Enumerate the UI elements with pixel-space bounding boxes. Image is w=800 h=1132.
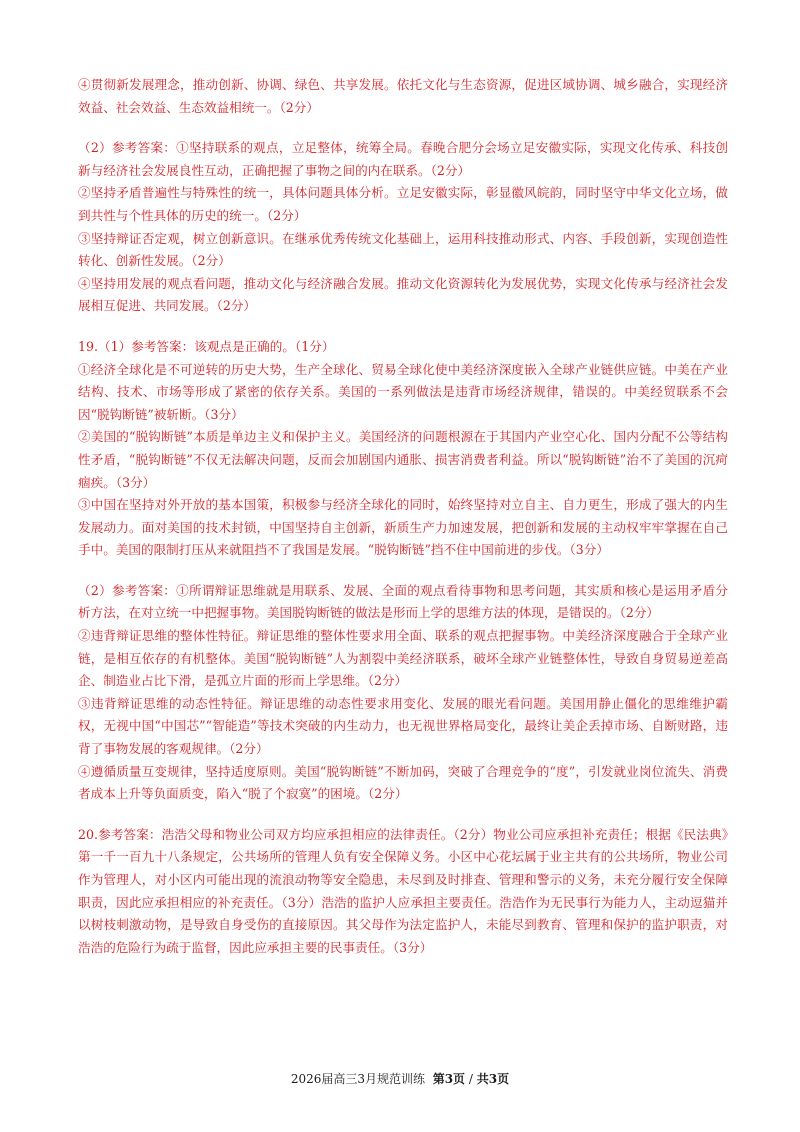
answer-block-20 [78, 824, 728, 960]
answer-paragraph: （2）参考答案：①坚持联系的观点，立足整体，统筹全局。春晚合肥分会场立足安徽实际，实现文化传承、科技创新与经济社会发展良性互动，正确把握了事物之间的内在联系。（2分） [78, 140, 728, 178]
answer-content [78, 74, 728, 977]
answer-paragraph: ①经济全球化是不可逆转的历史大势，生产全球化、贸易全球化使中美经济深度嵌入全球产业链供应链。中美在产业结构、技术、市场等形成了紧密的依存关系。美国的一系列做法是违背市场经济规律，错误的。中美经贸联系不会因“脱钩断链”被斩断。（3分） [78, 361, 728, 422]
answer-paragraph: ③违背辩证思维的动态性特征。辩证思维的动态性要求用变化、发展的眼光看问题。美国用静止僵化的思维维护霸权，无视中国“中国芯”“智能造”等技术突破的内生动力，也无视世界格局变化，最终让美企丢掉市场、自断财路，违背了事物发展的客观规律。（2分） [78, 695, 728, 757]
answer-paragraph: 19.（1）参考答案：该观点是正确的。（1分） [78, 338, 335, 354]
answer-block-19-1 [78, 336, 728, 562]
answer-paragraph: ③坚持辩证否定观，树立创新意识。在继承优秀传统文化基础上，运用科技推动形式、内容、手段创新，实现创造性转化、创新性发展。（2分） [78, 230, 728, 269]
answer-paragraph: ④遵循质量互变规律，坚持适度原则。美国“脱钩断链”不断加码，突破了合理竞争的“度”，引发就业岗位流失、消费者成本上升等负面质变，陷入“脱了个寂寞”的困境。（2分） [78, 763, 728, 802]
answer-paragraph: ②违背辩证思维的整体性特征。辩证思维的整体性要求用全面、联系的观点把握事物。中美经济深度融合于全球产业链，是相互依存的有机整体。美国“脱钩断链”人为割裂中美经济联系，破坏全球产业链整体性，导致自身贸易逆差高企、制造业占比下滑，是孤立片面的形而上学思维。（2分） [78, 628, 728, 689]
footer-page-total: 共3页 [476, 1072, 510, 1086]
answer-paragraph: ②坚持矛盾普遍性与特殊性的统一，具体问题具体分析。立足安徽实际，彰显徽风皖韵，同时坚守中华文化立场，做到共性与个性具体的历史的统一。（2分） [78, 185, 728, 223]
footer-separator: / [468, 1072, 473, 1086]
answer-paragraph: ②美国的“脱钩断链”本质是单边主义和保护主义。美国经济的问题根源在于其国内产业空心化、国内分配不公等结构性矛盾，“脱钩断链”不仅无法解决问题，反而会加剧国内通胀、损害消费者利益。所以“脱钩断链”治不了美国的沉疴痼疾。（3分） [78, 429, 728, 490]
answer-paragraph: ④坚持用发展的观点看问题，推动文化与经济融合发展。推动文化资源转化为发展优势，实现文化传承与经济社会发展相互促进、共同发展。（2分） [78, 275, 728, 314]
answer-paragraph: ③中国在坚持对外开放的基本国策，积极参与经济全球化的同时，始终坚持对立自主、自力更生，形成了强大的内生发展动力。面对美国的技术封锁，中国坚持自主创新，新质生产力加速发展，把创新和发展的主动权牢牢掌握在自己手中。美国的限制打压从来就阻挡不了我国是发展。“脱钩断链”挡不住中国前进的步伐。（3分） [78, 497, 728, 558]
answer-block-18-2 [78, 137, 728, 318]
answer-paragraph: （2）参考答案：①所谓辩证思维就是用联系、发展、全面的观点看待事物和思考问题，其实质和核心是运用矛盾分析方法，在对立统一中把握事物。美国脱钩断链的做法是形而上学的思维方法的体现，是错误的。（2分） [78, 582, 728, 621]
answer-paragraph: 20.参考答案：浩浩父母和物业公司双方均应承担相应的法律责任。（2分）物业公司应承担补充责任；根据《民法典》第一千一百九十八条规定，公共场所的管理人负有安全保障义务。小区中心花坛属于业主共有的公共场所，物业公司作为管理人，对小区内可能出现的流浪动物等安全隐患，未尽到及时排查、管理和警示的义务，未充分履行安全保障职责，因此应承担相应的补充责任。（3分）浩浩的监护人应承担主要责任。浩浩作为无民事行为能力人，主动逗猫并以树枝刺激动物，是导致自身受伤的直接原因。其父母作为法定监护人，未能尽到教育、管理和保护的监护职责，对浩浩的危险行为疏于监督，因此应承担主要的民事责任。（3分） [78, 826, 728, 955]
footer-page-number: 第3页 [432, 1072, 466, 1086]
page-footer [0, 1070, 800, 1087]
answer-paragraph: ④贯彻新发展理念，推动创新、协调、绿色、共享发展。依托文化与生态资源，促进区域协调、城乡融合，实现经济效益、社会效益、生态效益相统一。（2分） [78, 77, 728, 115]
answer-block-18-1-end [78, 74, 728, 119]
footer-exam-title: 2026届高三3月规范训练 [290, 1072, 426, 1086]
answer-block-19-2 [78, 580, 728, 806]
